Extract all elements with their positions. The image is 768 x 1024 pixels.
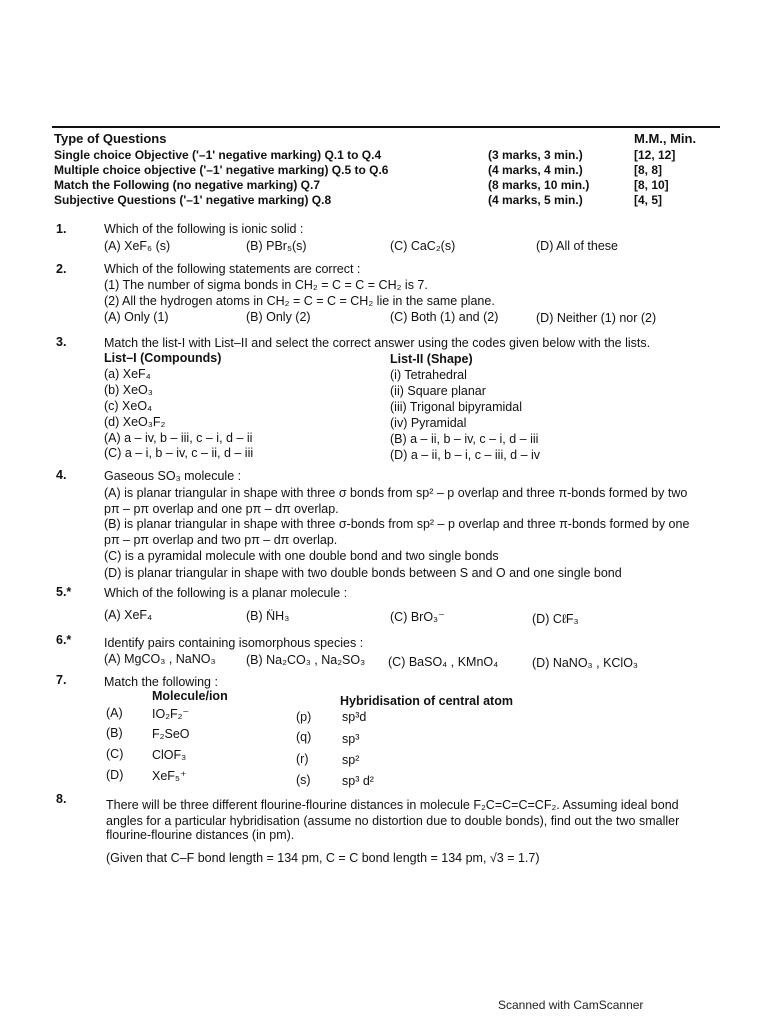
header-row-marks: (8 marks, 10 min.): [488, 178, 590, 192]
header-row-marks: (4 marks, 5 min.): [488, 193, 583, 207]
option-line: (C) is a pyramidal molecule with one double bond and two single bonds: [104, 549, 499, 563]
question-number: 7.: [56, 673, 67, 687]
option-b: (B) Only (2): [246, 310, 311, 324]
header-row-mm: [8, 10]: [634, 178, 669, 192]
question-text: Gaseous SO₃ molecule :: [104, 469, 242, 483]
question-text: Identify pairs containing isomorphous species :: [104, 636, 364, 650]
question-number: 2.: [56, 262, 67, 276]
column2-heading: Hybridisation of central atom: [340, 694, 513, 708]
match-molecule: F₂SeO: [152, 727, 190, 741]
list1-item: (a) XeF₄: [104, 367, 151, 381]
option-line: (A) is planar triangular in shape with three σ bonds from sp² – p overlap and three π-bonds formed by two: [104, 486, 688, 500]
header-row-type: Subjective Questions ('–1' negative marking) Q.8: [54, 193, 332, 207]
option-d: (D) a – ii, b – i, c – iii, d – iv: [390, 448, 541, 462]
match-left-label: (C): [106, 747, 124, 761]
match-right-label: (p): [296, 710, 312, 724]
question-number: 3.: [56, 335, 67, 349]
statement-2: (2) All the hydrogen atoms in CH₂ = C = C = CH₂ lie in the same plane.: [104, 294, 495, 308]
option-c: (C) BrO₃⁻: [390, 610, 445, 624]
option-b: (B) a – ii, b – iv, c – i, d – iii: [390, 432, 539, 446]
header-row-mm: [4, 5]: [634, 193, 663, 207]
header-row-type: Multiple choice objective ('–1' negative marking) Q.5 to Q.6: [54, 163, 389, 177]
question-number: 4.: [56, 468, 67, 482]
question-text: Match the following :: [104, 675, 218, 689]
question-text-line: angles for a particular hybridisation (assume no distortion due to double bonds), find out the two smaller: [106, 814, 680, 828]
option-line: (D) is planar triangular in shape with two double bonds between S and O and one single bond: [104, 566, 622, 580]
header-row-mm: [8, 8]: [634, 163, 663, 177]
question-text: Which of the following is a planar molecule :: [104, 586, 348, 600]
list2-item: (iii) Trigonal bipyramidal: [390, 400, 522, 414]
match-right-label: (q): [296, 730, 312, 744]
option-c: (C) Both (1) and (2): [390, 310, 499, 324]
header-row-marks: (4 marks, 4 min.): [488, 163, 583, 177]
list1-item: (c) XeO₄: [104, 399, 153, 413]
option-a: (A) MgCO₃ , NaNO₃: [104, 652, 216, 666]
header-title: Type of Questions: [54, 131, 167, 146]
match-hybridisation: sp²: [342, 753, 360, 767]
question-number: 6.*: [56, 633, 72, 647]
option-line: pπ – pπ overlap and one pπ – dπ overlap.: [104, 502, 339, 516]
given-data: (Given that C–F bond length = 134 pm, C = C bond length = 134 pm, √3 = 1.7): [106, 851, 540, 865]
option-c: (C) BaSO₄ , KMnO₄: [388, 655, 499, 669]
match-right-label: (r): [296, 752, 309, 766]
match-hybridisation: sp³: [342, 732, 360, 746]
header-rule: [52, 126, 720, 128]
match-molecule: XeF₅⁺: [152, 769, 187, 783]
question-text: Match the list-I with List–II and select the correct answer using the codes given below with the lists.: [104, 336, 651, 350]
option-c: (C) a – i, b – iv, c – ii, d – iii: [104, 446, 254, 460]
list2-item: (i) Tetrahedral: [390, 368, 467, 382]
option-a: (A) XeF₄: [104, 608, 153, 622]
option-d: (D) All of these: [536, 239, 618, 253]
match-left-label: (B): [106, 726, 123, 740]
header-mm-min: M.M., Min.: [634, 131, 697, 146]
statement-1: (1) The number of sigma bonds in CH₂ = C = C = CH₂ is 7.: [104, 278, 428, 292]
match-hybridisation: sp³d: [342, 710, 367, 724]
match-left-label: (D): [106, 768, 124, 782]
scanner-footer: Scanned with CamScanner: [498, 998, 644, 1012]
list1-item: (b) XeO₃: [104, 383, 153, 397]
header-row-type: Single choice Objective ('–1' negative marking) Q.1 to Q.4: [54, 148, 382, 162]
list2-item: (iv) Pyramidal: [390, 416, 467, 430]
option-line: pπ – pπ overlap and two pπ – dπ overlap.: [104, 533, 338, 547]
option-b: (B) N̈H₃: [246, 609, 290, 623]
header-row-type: Match the Following (no negative marking) Q.7: [54, 178, 321, 192]
option-line: (B) is planar triangular in shape with three σ-bonds from sp² – p overlap and three π-bonds formed by one: [104, 517, 690, 531]
option-b: (B) PBr₅(s): [246, 239, 307, 253]
list2-heading: List-II (Shape): [390, 352, 473, 366]
header-row-marks: (3 marks, 3 min.): [488, 148, 583, 162]
match-molecule: ClOF₃: [152, 748, 187, 762]
option-d: (D) CℓF₃: [532, 612, 579, 626]
question-number: 8.: [56, 792, 67, 806]
option-a: (A) Only (1): [104, 310, 169, 324]
list1-item: (d) XeO₃F₂: [104, 415, 166, 429]
list2-item: (ii) Square planar: [390, 384, 486, 398]
match-left-label: (A): [106, 706, 123, 720]
question-text: Which of the following statements are correct :: [104, 262, 361, 276]
question-number: 5.*: [56, 585, 72, 599]
option-b: (B) Na₂CO₃ , Na₂SO₃: [246, 653, 366, 667]
match-molecule: IO₂F₂⁻: [152, 707, 190, 721]
question-number: 1.: [56, 222, 67, 236]
question-text: Which of the following is ionic solid :: [104, 222, 304, 236]
column1-heading: Molecule/ion: [152, 689, 228, 703]
option-a: (A) XeF₆ (s): [104, 239, 171, 253]
question-text-line: flourine-flourine distances (in pm).: [106, 828, 295, 842]
question-text-line: There will be three different flourine-flourine distances in molecule F₂C=C=C=CF₂. Assuming ideal bond: [106, 798, 679, 812]
option-c: (C) CaC₂(s): [390, 239, 456, 253]
option-d: (D) Neither (1) nor (2): [536, 311, 657, 325]
match-right-label: (s): [296, 773, 311, 787]
header-row-mm: [12, 12]: [634, 148, 676, 162]
list1-heading: List–I (Compounds): [104, 351, 222, 365]
option-a: (A) a – iv, b – iii, c – i, d – ii: [104, 431, 253, 445]
option-d: (D) NaNO₃ , KClO₃: [532, 656, 639, 670]
match-hybridisation: sp³ d²: [342, 774, 374, 788]
